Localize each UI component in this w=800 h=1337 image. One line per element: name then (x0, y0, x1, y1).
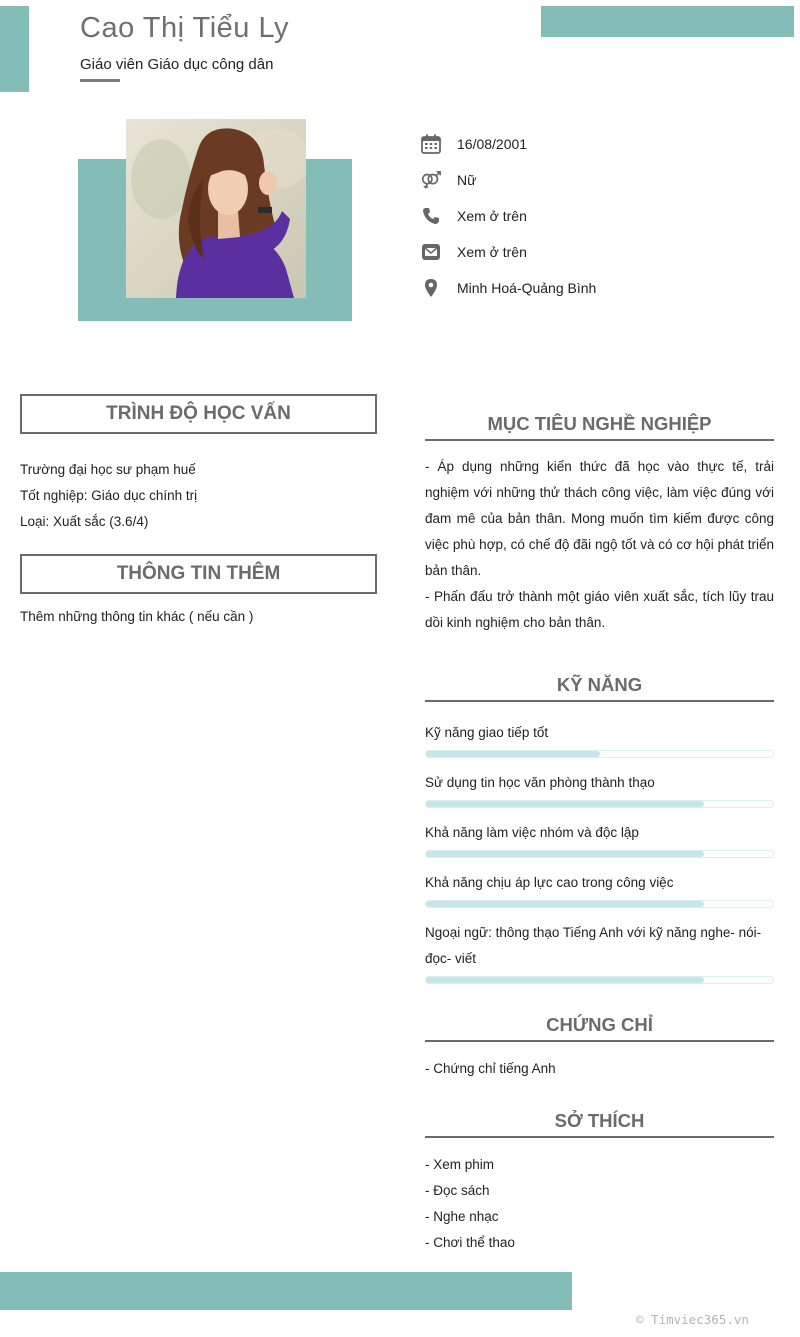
skill-item (425, 920, 774, 984)
contact-row-phone (420, 198, 780, 234)
skill-label: Khả năng làm việc nhóm và độc lập (425, 825, 639, 840)
skill-bar-fill (426, 901, 704, 907)
more-info-heading: THÔNG TIN THÊM (20, 554, 377, 594)
email-icon (420, 241, 442, 263)
education-heading: TRÌNH ĐỘ HỌC VẤN (20, 394, 377, 434)
education-major: Tốt nghiệp: Giáo dục chính trị (20, 488, 198, 503)
skill-label: Kỹ năng giao tiếp tốt (425, 725, 549, 740)
profile-photo (126, 119, 306, 298)
education-school: Trường đại học sư phạm huế (20, 462, 196, 477)
skill-bar (425, 750, 774, 758)
career-goal-paragraph: - Áp dụng những kiến thức đã học vào thực tế, trải nghiệm với những thử thách công việc, làm việc đúng với đam mê của bản thân. Mong muốn tìm kiếm được công việc phù hợp, có chế độ đãi ngộ tốt và có cơ hội phát triển bản thân. (425, 459, 774, 578)
contact-row-email (420, 234, 780, 270)
career-goal-heading: MỤC TIÊU NGHỀ NGHIỆP (425, 413, 774, 441)
education-details (20, 457, 380, 535)
contact-row-birthdate (420, 126, 780, 162)
skill-bar (425, 900, 774, 908)
skill-item (425, 720, 774, 758)
birthdate-value: 16/08/2001 (457, 136, 528, 152)
hobbies-list (425, 1152, 515, 1256)
skill-label: Ngoại ngữ: thông thạo Tiếng Anh với kỹ năng nghe- nói- đọc- viết (425, 925, 762, 966)
gender-value: Nữ (457, 172, 477, 188)
skill-label: Sử dụng tin học văn phòng thành thạo (425, 775, 655, 790)
career-goal-text (425, 454, 774, 636)
decor-bottom-bar (0, 1272, 572, 1310)
more-info-text: Thêm những thông tin khác ( nếu cần ) (20, 609, 254, 624)
skill-item (425, 770, 774, 808)
title-underline (80, 79, 120, 82)
skill-item (425, 820, 774, 858)
hobby-item: - Chơi thể thao (425, 1235, 515, 1250)
skill-item (425, 870, 774, 908)
skill-label: Khả năng chịu áp lực cao trong công việc (425, 875, 674, 890)
hobby-item: - Xem phim (425, 1157, 495, 1172)
skill-bar-fill (426, 751, 600, 757)
location-pin-icon (420, 277, 442, 299)
certificates-list (425, 1056, 556, 1082)
skill-bar-fill (426, 801, 704, 807)
skill-bar (425, 850, 774, 858)
hobby-item: - Đọc sách (425, 1183, 490, 1198)
certificate-item: - Chứng chỉ tiếng Anh (425, 1061, 556, 1076)
career-goal-paragraph: - Phấn đấu trở thành một giáo viên xuất sắc, tích lũy trau dồi kinh nghiệm cho bản thân. (425, 589, 774, 630)
skill-bar (425, 800, 774, 808)
phone-value: Xem ở trên (457, 208, 527, 224)
skills-heading: KỸ NĂNG (425, 674, 774, 702)
calendar-icon (420, 133, 442, 155)
location-value: Minh Hoá-Quảng Bình (457, 280, 597, 296)
candidate-name: Cao Thị Tiểu Ly (80, 12, 289, 44)
hobbies-heading: SỞ THÍCH (425, 1110, 774, 1138)
contact-row-location (420, 270, 780, 306)
contact-row-gender (420, 162, 780, 198)
education-grade: Loại: Xuất sắc (3.6/4) (20, 514, 149, 529)
footer-credit: © Timviec365.vn (636, 1312, 749, 1327)
skill-bar-fill (426, 851, 704, 857)
decor-left-bar (0, 6, 29, 92)
skills-list (425, 720, 774, 996)
decor-top-right-bar (541, 6, 794, 37)
phone-icon (420, 205, 442, 227)
email-value: Xem ở trên (457, 244, 527, 260)
certificates-heading: CHỨNG CHỈ (425, 1014, 774, 1042)
contact-info (420, 126, 780, 306)
skill-bar-fill (426, 977, 704, 983)
gender-icon (420, 169, 442, 191)
skill-bar (425, 976, 774, 984)
hobby-item: - Nghe nhạc (425, 1209, 499, 1224)
job-title: Giáo viên Giáo dục công dân (80, 56, 274, 73)
